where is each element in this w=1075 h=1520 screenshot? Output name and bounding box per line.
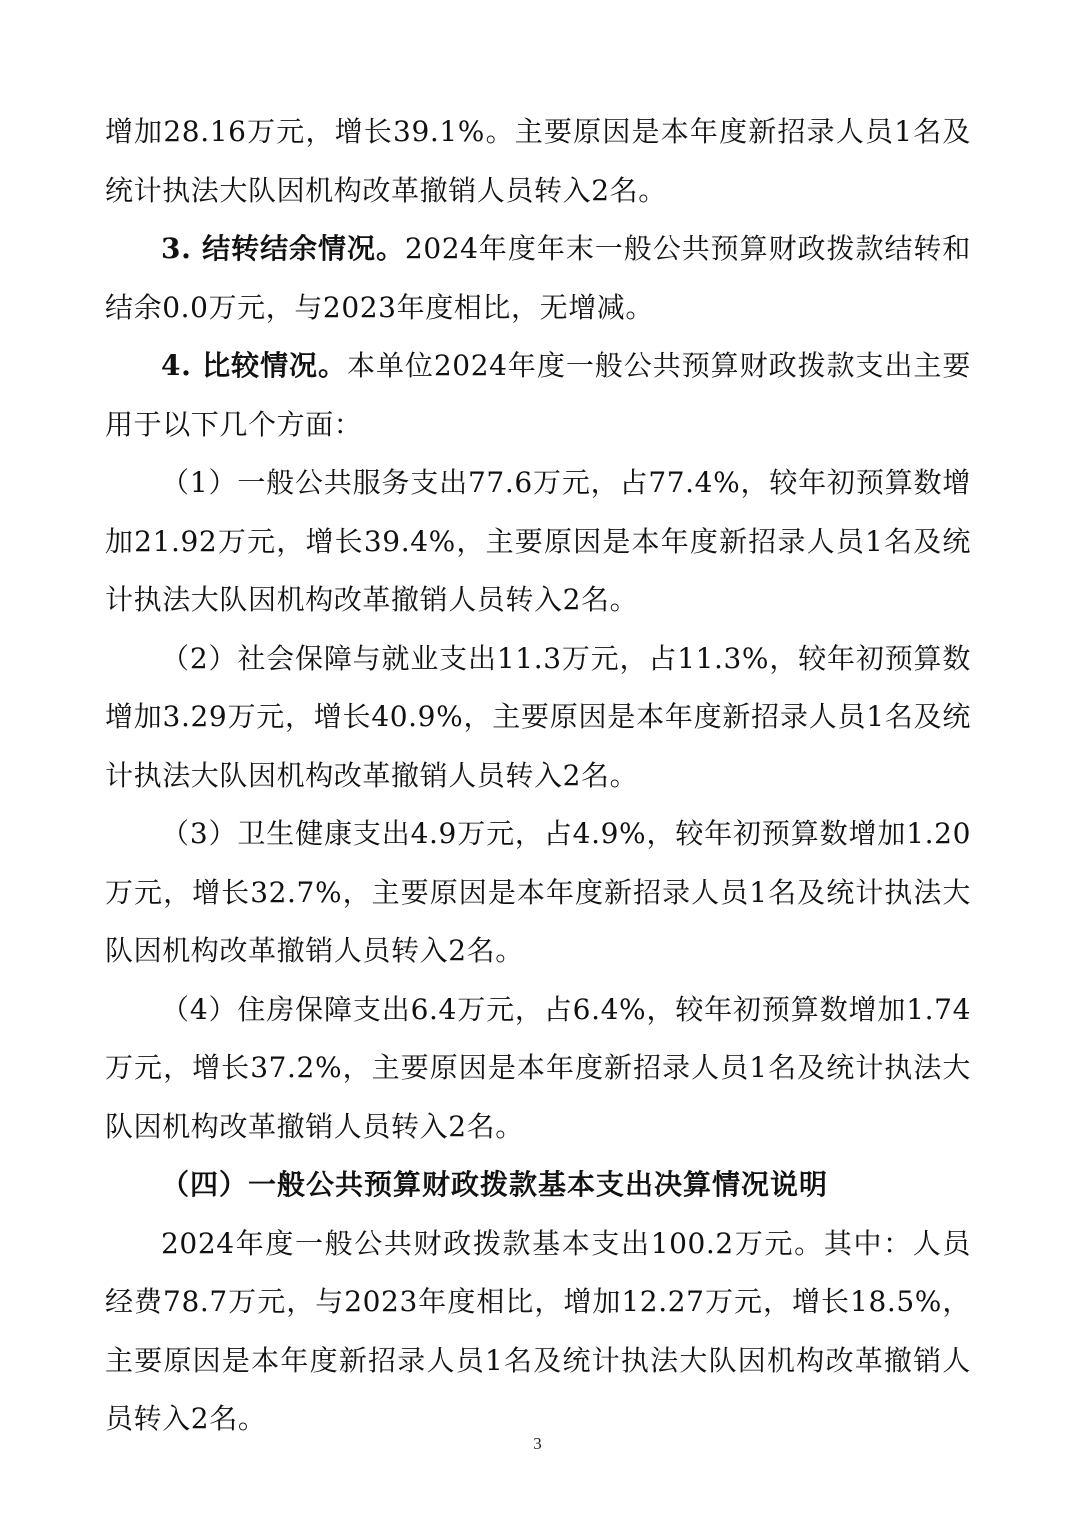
paragraph-comparison-body: 本单位2024年度一般公共预算财政拨款支出主要用于以下几个方面： (105, 349, 972, 441)
paragraph-basic-expenditure: 2024年度一般公共财政拨款基本支出100.2万元。其中：人员经费78.7万元，与2023年度相比，增加12.27万元，增长18.5%，主要原因是本年度新招录人员1名及统计执法大队因机构改革撤销人员转入2名。 (105, 1226, 971, 1435)
section-heading-basic-expenditure: （四）一般公共预算财政拨款基本支出决算情况说明 (161, 1168, 829, 1201)
section-heading-comparison: 4. 比较情况。 (161, 349, 347, 382)
paragraph-item-1: （1）一般公共服务支出77.6万元，占77.4%，较年初预算数增加21.92万元，增长39.4%，主要原因是本年度新招录人员1名及统计执法大队因机构改革撤销人员转入2名。 (105, 466, 971, 616)
paragraph-carryover (105, 220, 971, 337)
document-page (105, 103, 971, 1449)
paragraph-item-2: （2）社会保障与就业支出11.3万元，占11.3%，较年初预算数增加3.29万元，增长40.9%，主要原因是本年度新招录人员1名及统计执法大队因机构改革撤销人员转入2名。 (105, 641, 971, 792)
paragraph-item-3: （3）卫生健康支出4.9万元，占4.9%，较年初预算数增加1.20万元，增长32.7%，主要原因是本年度新招录人员1名及统计执法大队因机构改革撤销人员转入2名。 (105, 817, 971, 967)
paragraph-continuation: 增加28.16万元，增长39.1%。主要原因是本年度新招录人员1名及统计执法大队因机构改革撤销人员转入2名。 (105, 115, 971, 207)
paragraph-item-4: （4）住房保障支出6.4万元，占6.4%，较年初预算数增加1.74万元，增长37.2%，主要原因是本年度新招录人员1名及统计执法大队因机构改革撤销人员转入2名。 (105, 992, 971, 1143)
page-number: 3 (533, 1434, 542, 1453)
section-heading-carryover: 3. 结转结余情况。 (161, 232, 405, 265)
paragraph-comparison (105, 337, 971, 454)
paragraph-carryover-body: 2024年度年末一般公共预算财政拨款结转和结余0.0万元，与2023年度相比，无增减。 (105, 232, 971, 324)
